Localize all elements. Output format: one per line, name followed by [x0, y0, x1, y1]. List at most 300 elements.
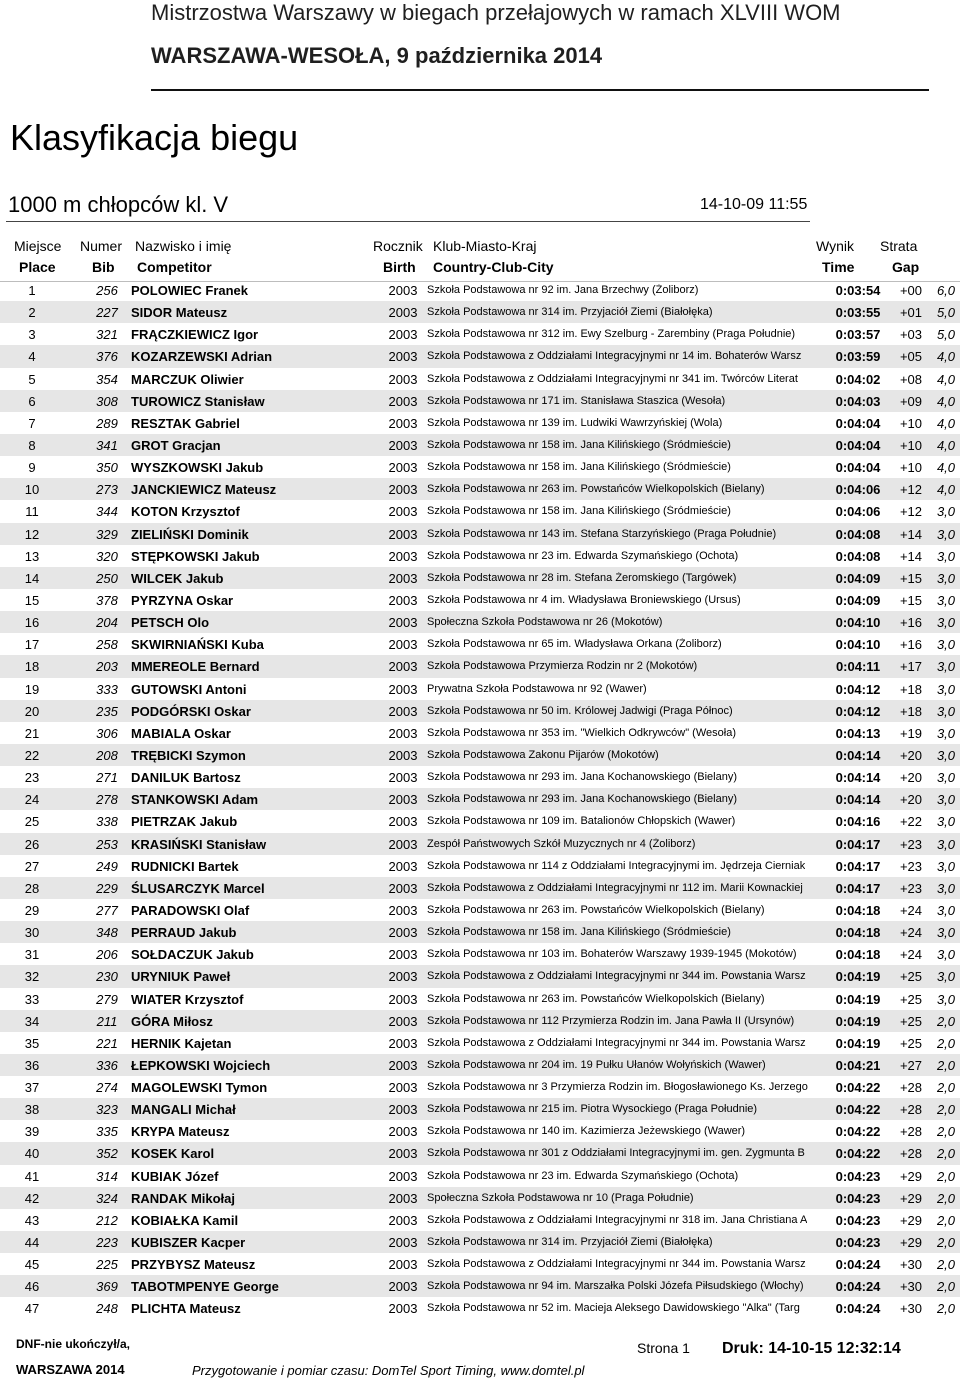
birth-year-cell: 2003	[388, 836, 418, 852]
competitor-name: KRASIŃSKI Stanisław	[131, 836, 267, 852]
result-time: 0:04:10	[835, 637, 881, 653]
gap-cell: +03	[899, 327, 923, 343]
birth-year-cell: 2003	[388, 592, 418, 608]
competitor-name: GÓRA Miłosz	[131, 1013, 213, 1029]
table-row	[0, 700, 960, 722]
club-cell: Szkoła Podstawowa nr 3 Przymierza Rodzin im. Błogosławionego Ks. Jerzego	[427, 1081, 808, 1094]
club-cell: Szkoła Podstawowa z Oddziałami Integracyjnymi nr 14 im. Bohaterów Warsz	[427, 350, 802, 363]
result-time: 0:04:17	[835, 880, 881, 896]
points-cell: 4,0	[936, 437, 956, 453]
col-gap-pl: Strata	[880, 238, 918, 254]
footer-dnf-note: DNF-nie ukończył/a,	[16, 1337, 131, 1351]
place-cell: 45	[24, 1257, 40, 1273]
result-time: 0:04:23	[835, 1168, 881, 1184]
gap-cell: +30	[899, 1257, 923, 1273]
table-row	[0, 1231, 960, 1253]
birth-year-cell: 2003	[388, 1257, 418, 1273]
points-cell: 2,0	[936, 1279, 956, 1295]
points-cell: 3,0	[936, 991, 956, 1007]
table-row	[0, 965, 960, 987]
competitor-name: ZIELIŃSKI Dominik	[131, 526, 249, 542]
gap-cell: +10	[899, 460, 923, 476]
place-cell: 1	[28, 283, 36, 298]
table-row	[0, 478, 960, 500]
place-cell: 11	[25, 504, 39, 520]
birth-year-cell: 2003	[388, 703, 418, 719]
place-cell: 38	[24, 1102, 40, 1118]
result-time: 0:04:12	[835, 703, 881, 719]
points-cell: 3,0	[936, 725, 956, 741]
club-cell: Szkoła Podstawowa nr 314 im. Przyjaciół Ziemi (Białołęka)	[427, 306, 713, 319]
bib-cell: 204	[96, 615, 118, 631]
bib-cell: 335	[96, 1124, 118, 1140]
gap-cell: +20	[899, 747, 923, 763]
table-row	[0, 1098, 960, 1120]
gap-cell: +10	[899, 437, 923, 453]
table-row	[0, 456, 960, 478]
table-row	[0, 368, 960, 390]
bib-cell: 258	[96, 637, 118, 653]
place-cell: 42	[24, 1190, 40, 1206]
birth-year-cell: 2003	[388, 1080, 418, 1096]
club-cell: Szkoła Podstawowa nr 23 im. Edwarda Szymańskiego (Ochota)	[427, 549, 739, 562]
place-cell: 44	[24, 1235, 40, 1251]
gap-cell: +24	[899, 925, 923, 941]
points-cell: 3,0	[936, 902, 956, 918]
competitor-name: URYNIUK Paweł	[131, 969, 231, 985]
gap-cell: +29	[899, 1190, 923, 1206]
gap-cell: +22	[899, 814, 923, 830]
birth-year-cell: 2003	[388, 1301, 418, 1317]
points-cell: 2,0	[936, 1190, 956, 1206]
competitor-name: WIATER Krzysztof	[131, 991, 244, 1007]
points-cell: 3,0	[936, 526, 956, 542]
bib-cell: 348	[96, 925, 118, 941]
table-row	[0, 1120, 960, 1142]
gap-cell: +14	[899, 548, 923, 564]
bib-cell: 369	[96, 1279, 118, 1295]
birth-year-cell: 2003	[388, 1035, 418, 1051]
gap-cell: +25	[899, 969, 923, 985]
table-row	[0, 722, 960, 744]
points-cell: 3,0	[936, 637, 956, 653]
bib-cell: 208	[96, 747, 118, 763]
club-cell: Szkoła Podstawowa z Oddziałami Integracyjnymi nr 344 im. Powstania Warsz	[427, 970, 806, 983]
place-cell: 12	[24, 526, 40, 542]
gap-cell: +19	[899, 725, 923, 741]
table-row	[0, 611, 960, 633]
points-cell: 5,0	[936, 327, 956, 343]
points-cell: 3,0	[936, 792, 956, 808]
place-cell: 23	[24, 770, 40, 786]
gap-cell: +10	[899, 415, 923, 431]
club-cell: Szkoła Podstawowa nr 204 im. 19 Pułku Ułanów Wołyńskich (Wawer)	[427, 1058, 766, 1071]
table-row	[0, 1010, 960, 1032]
competitor-name: HERNIK Kajetan	[131, 1035, 232, 1051]
gap-cell: +14	[899, 526, 923, 542]
gap-cell: +23	[899, 836, 923, 852]
col-place-en: Place	[19, 259, 56, 275]
competitor-name: PETSCH Olo	[131, 615, 210, 631]
place-cell: 13	[24, 548, 40, 564]
bib-cell: 203	[96, 659, 118, 675]
col-name-en: Competitor	[137, 259, 212, 275]
bib-cell: 314	[96, 1168, 118, 1184]
place-cell: 10	[24, 482, 40, 498]
place-cell: 9	[28, 460, 36, 476]
table-row	[0, 345, 960, 367]
bib-cell: 323	[96, 1102, 118, 1118]
competitor-name: DANILUK Bartosz	[131, 770, 241, 786]
club-cell: Szkoła Podstawowa z Oddziałami Integracyjnymi nr 318 im. Jana Christiana A	[427, 1213, 808, 1226]
place-cell: 31	[24, 947, 40, 963]
club-cell: Szkoła Podstawowa nr 158 im. Jana Kilińskiego (Śródmieście)	[427, 461, 731, 474]
table-row	[0, 1209, 960, 1231]
gap-cell: +25	[899, 1035, 923, 1051]
result-time: 0:04:03	[835, 393, 881, 409]
competitor-name: PARADOWSKI Olaf	[131, 902, 250, 918]
col-time-pl: Wynik	[816, 238, 854, 254]
table-row	[0, 899, 960, 921]
points-cell: 4,0	[936, 349, 956, 365]
table-row	[0, 921, 960, 943]
result-time: 0:04:02	[835, 371, 881, 387]
competitor-name: PERRAUD Jakub	[131, 925, 237, 941]
place-cell: 27	[24, 858, 40, 874]
club-cell: Szkoła Podstawowa z Oddziałami Integracyjnymi nr 344 im. Powstania Warsz	[427, 1036, 806, 1049]
bib-cell: 329	[96, 526, 118, 542]
club-cell: Szkoła Podstawowa nr 103 im. Bohaterów Warszawy 1939-1945 (Mokotów)	[427, 948, 797, 961]
birth-year-cell: 2003	[388, 283, 418, 298]
table-row	[0, 567, 960, 589]
competitor-name: RUDNICKI Bartek	[131, 858, 239, 874]
club-cell: Zespół Państwowych Szkół Muzycznych nr 4 (Żoliborz)	[427, 837, 696, 850]
points-cell: 2,0	[936, 1212, 956, 1228]
gap-cell: +16	[899, 637, 923, 653]
competitor-name: KUBISZER Kacper	[131, 1235, 246, 1251]
table-row	[0, 500, 960, 522]
result-time: 0:04:06	[835, 482, 881, 498]
birth-year-cell: 2003	[388, 747, 418, 763]
bib-cell: 253	[96, 836, 118, 852]
competitor-name: MAGOLEWSKI Tymon	[131, 1080, 268, 1096]
birth-year-cell: 2003	[388, 1013, 418, 1029]
gap-cell: +25	[899, 1013, 923, 1029]
competitor-name: FRĄCZKIEWICZ Igor	[131, 327, 259, 343]
club-cell: Szkoła Podstawowa nr 28 im. Stefana Żeromskiego (Targówek)	[427, 571, 737, 584]
place-cell: 39	[24, 1124, 40, 1140]
place-cell: 47	[24, 1301, 40, 1317]
competitor-name: TABOTMPENYE George	[131, 1279, 279, 1295]
table-row	[0, 1275, 960, 1297]
race-datetime: 14-10-09 11:55	[700, 196, 808, 213]
birth-year-cell: 2003	[388, 305, 418, 321]
birth-year-cell: 2003	[388, 1146, 418, 1162]
place-cell: 4	[28, 349, 36, 365]
result-time: 0:04:12	[835, 681, 881, 697]
gap-cell: +16	[899, 615, 923, 631]
col-name-pl: Nazwisko i imię	[135, 238, 232, 254]
competitor-name: KRYPA Mateusz	[131, 1124, 230, 1140]
competitor-name: SIDOR Mateusz	[131, 305, 228, 321]
club-cell: Szkoła Podstawowa nr 215 im. Piotra Wysockiego (Praga Południe)	[427, 1103, 758, 1116]
col-bib-en: Bib	[92, 259, 115, 275]
competitor-name: TRĘBICKI Szymon	[131, 747, 246, 763]
birth-year-cell: 2003	[388, 437, 418, 453]
bib-cell: 250	[96, 570, 118, 586]
footer-print-date: Druk: 14-10-15 12:32:14	[722, 1340, 901, 1357]
competitor-name: SOŁDACZUK Jakub	[131, 947, 254, 963]
points-cell: 2,0	[936, 1301, 956, 1317]
points-cell: 3,0	[936, 770, 956, 786]
club-cell: Szkoła Podstawowa nr 158 im. Jana Kilińskiego (Śródmieście)	[427, 505, 731, 518]
club-cell: Szkoła Podstawowa nr 112 Przymierza Rodzin im. Jana Pawła II (Ursynów)	[427, 1014, 795, 1027]
result-time: 0:04:08	[835, 526, 881, 542]
col-time-en: Time	[822, 259, 855, 275]
club-cell: Szkoła Podstawowa Przymierza Rodzin nr 2 (Mokotów)	[427, 660, 698, 673]
place-cell: 29	[24, 902, 40, 918]
club-cell: Szkoła Podstawowa nr 158 im. Jana Kilińskiego (Śródmieście)	[427, 926, 731, 939]
footer-page: Strona 1	[637, 1340, 690, 1356]
result-time: 0:04:04	[835, 437, 881, 453]
result-time: 0:04:24	[835, 1279, 881, 1295]
club-cell: Szkoła Podstawowa z Oddziałami Integracyjnymi nr 112 im. Marii Kownackiej	[427, 881, 803, 894]
result-time: 0:04:14	[835, 792, 881, 808]
table-row	[0, 877, 960, 899]
place-cell: 40	[24, 1146, 40, 1162]
competitor-name: PODGÓRSKI Oskar	[131, 703, 251, 719]
birth-year-cell: 2003	[388, 548, 418, 564]
place-cell: 43	[24, 1212, 40, 1228]
result-time: 0:04:19	[835, 1035, 881, 1051]
place-cell: 17	[24, 637, 40, 653]
competitor-name: RANDAK Mikołaj	[131, 1190, 236, 1206]
birth-year-cell: 2003	[388, 371, 418, 387]
club-cell: Szkoła Podstawowa nr 23 im. Edwarda Szymańskiego (Ochota)	[427, 1169, 739, 1182]
gap-cell: +05	[899, 349, 923, 365]
competitor-name: KOBIAŁKA Kamil	[131, 1212, 239, 1228]
header-divider	[151, 89, 929, 91]
birth-year-cell: 2003	[388, 327, 418, 343]
table-row	[0, 655, 960, 677]
birth-year-cell: 2003	[388, 770, 418, 786]
gap-cell: +28	[899, 1146, 923, 1162]
table-row	[0, 744, 960, 766]
club-cell: Szkoła Podstawowa nr 143 im. Stefana Starzyńskiego (Praga Południe)	[427, 527, 777, 540]
club-cell: Szkoła Podstawowa z Oddziałami Integracyjnymi nr 341 im. Twórców Literat	[427, 372, 798, 385]
result-time: 0:04:22	[835, 1146, 881, 1162]
birth-year-cell: 2003	[388, 858, 418, 874]
birth-year-cell: 2003	[388, 969, 418, 985]
result-time: 0:04:04	[835, 460, 881, 476]
table-row	[0, 943, 960, 965]
club-cell: Szkoła Podstawowa nr 92 im. Jana Brzechwy (Żoliborz)	[427, 284, 699, 296]
points-cell: 4,0	[936, 460, 956, 476]
race-divider	[6, 221, 810, 222]
bib-cell: 271	[96, 770, 118, 786]
birth-year-cell: 2003	[388, 1102, 418, 1118]
gap-cell: +28	[899, 1102, 923, 1118]
place-cell: 28	[24, 880, 40, 896]
result-time: 0:04:16	[835, 814, 881, 830]
table-row	[0, 412, 960, 434]
bib-cell: 206	[96, 947, 118, 963]
result-time: 0:04:06	[835, 504, 881, 520]
club-cell: Szkoła Podstawowa nr 293 im. Jana Kochanowskiego (Bielany)	[427, 793, 737, 806]
birth-year-cell: 2003	[388, 1279, 418, 1295]
club-cell: Szkoła Podstawowa nr 65 im. Władysława Orkana (Żoliborz)	[427, 638, 722, 651]
birth-year-cell: 2003	[388, 725, 418, 741]
club-cell: Szkoła Podstawowa nr 109 im. Batalionów Chłopskich (Wawer)	[427, 815, 736, 828]
club-cell: Szkoła Podstawowa nr 314 im. Przyjaciół Ziemi (Białołęka)	[427, 1236, 713, 1249]
bib-cell: 354	[96, 371, 118, 387]
table-row	[0, 1297, 960, 1319]
place-cell: 20	[24, 703, 40, 719]
gap-cell: +24	[899, 902, 923, 918]
points-cell: 3,0	[936, 703, 956, 719]
result-time: 0:04:22	[835, 1102, 881, 1118]
place-cell: 41	[24, 1168, 40, 1184]
table-row	[0, 523, 960, 545]
club-cell: Szkoła Podstawowa nr 139 im. Ludwiki Wawrzyńskiej (Wola)	[427, 416, 723, 429]
place-cell: 26	[24, 836, 40, 852]
birth-year-cell: 2003	[388, 1057, 418, 1073]
bib-cell: 278	[96, 792, 118, 808]
result-time: 0:04:18	[835, 925, 881, 941]
table-row	[0, 810, 960, 832]
points-cell: 4,0	[936, 393, 956, 409]
place-cell: 8	[28, 437, 36, 453]
gap-cell: +28	[899, 1124, 923, 1140]
table-row	[0, 279, 960, 301]
result-time: 0:03:54	[835, 283, 881, 298]
birth-year-cell: 2003	[388, 482, 418, 498]
points-cell: 3,0	[936, 659, 956, 675]
competitor-name: TUROWICZ Stanisław	[131, 393, 265, 409]
club-cell: Szkoła Podstawowa nr 158 im. Jana Kilińskiego (Śródmieście)	[427, 438, 731, 451]
points-cell: 2,0	[936, 1035, 956, 1051]
club-cell: Szkoła Podstawowa nr 263 im. Powstańców Wielkopolskich (Bielany)	[427, 992, 765, 1005]
competitor-name: KUBIAK Józef	[131, 1168, 219, 1184]
table-row	[0, 1076, 960, 1098]
table-row	[0, 434, 960, 456]
gap-cell: +29	[899, 1168, 923, 1184]
place-cell: 25	[24, 814, 40, 830]
bib-cell: 336	[96, 1057, 118, 1073]
bib-cell: 376	[96, 349, 118, 365]
place-cell: 33	[24, 991, 40, 1007]
classification-title: Klasyfikacja biegu	[10, 117, 299, 158]
result-time: 0:04:09	[835, 570, 881, 586]
place-cell: 22	[24, 747, 40, 763]
bib-cell: 320	[96, 548, 118, 564]
result-time: 0:04:10	[835, 615, 881, 631]
bib-cell: 277	[96, 902, 118, 918]
col-place-pl: Miejsce	[14, 238, 62, 254]
bib-cell: 352	[96, 1146, 118, 1162]
place-cell: 37	[24, 1080, 40, 1096]
points-cell: 3,0	[936, 747, 956, 763]
place-cell: 32	[24, 969, 40, 985]
points-cell: 6,0	[936, 283, 956, 298]
club-cell: Prywatna Szkoła Podstawowa nr 92 (Wawer)	[427, 682, 647, 695]
bib-cell: 378	[96, 592, 118, 608]
points-cell: 2,0	[936, 1168, 956, 1184]
footer-org: WARSZAWA 2014	[16, 1362, 125, 1377]
club-cell: Szkoła Podstawowa nr 50 im. Królowej Jadwigi (Praga Północ)	[427, 704, 733, 717]
birth-year-cell: 2003	[388, 1168, 418, 1184]
points-cell: 3,0	[936, 504, 956, 520]
result-time: 0:04:08	[835, 548, 881, 564]
bib-cell: 221	[96, 1035, 118, 1051]
points-cell: 3,0	[936, 880, 956, 896]
birth-year-cell: 2003	[388, 792, 418, 808]
points-cell: 4,0	[936, 482, 956, 498]
points-cell: 3,0	[936, 947, 956, 963]
bib-cell: 235	[96, 703, 118, 719]
points-cell: 2,0	[936, 1235, 956, 1251]
competitor-name: POLOWIEC Franek	[131, 283, 249, 298]
competitor-name: WYSZKOWSKI Jakub	[131, 460, 264, 476]
table-row	[0, 1142, 960, 1164]
bib-cell: 308	[96, 393, 118, 409]
bib-cell: 350	[96, 460, 118, 476]
club-cell: Szkoła Podstawowa nr 4 im. Władysława Broniewskiego (Ursus)	[427, 593, 741, 606]
gap-cell: +17	[899, 659, 923, 675]
result-time: 0:04:18	[835, 902, 881, 918]
table-row	[0, 1054, 960, 1076]
table-row	[0, 589, 960, 611]
race-name: 1000 m chłopców kl. V	[8, 192, 229, 217]
points-cell: 3,0	[936, 858, 956, 874]
gap-cell: +23	[899, 858, 923, 874]
place-cell: 14	[24, 570, 40, 586]
points-cell: 3,0	[936, 592, 956, 608]
result-time: 0:04:19	[835, 969, 881, 985]
table-row	[0, 788, 960, 810]
gap-cell: +18	[899, 703, 923, 719]
club-cell: Społeczna Szkoła Podstawowa nr 26 (Mokotów)	[427, 616, 663, 629]
result-time: 0:04:22	[835, 1124, 881, 1140]
place-cell: 30	[24, 925, 40, 941]
competitor-name: ŁEPKOWSKI Wojciech	[131, 1057, 271, 1073]
place-cell: 15	[24, 592, 40, 608]
place-cell: 3	[28, 327, 36, 343]
gap-cell: +12	[899, 504, 923, 520]
bib-cell: 338	[96, 814, 118, 830]
result-time: 0:04:24	[835, 1257, 881, 1273]
place-cell: 36	[24, 1057, 40, 1073]
points-cell: 3,0	[936, 969, 956, 985]
col-gap-en: Gap	[892, 259, 920, 275]
gap-cell: +30	[899, 1279, 923, 1295]
birth-year-cell: 2003	[388, 637, 418, 653]
gap-cell: +15	[899, 592, 923, 608]
gap-cell: +00	[899, 283, 923, 298]
table-row	[0, 1187, 960, 1209]
gap-cell: +25	[899, 991, 923, 1007]
result-time: 0:03:59	[835, 349, 881, 365]
points-cell: 3,0	[936, 814, 956, 830]
table-row	[0, 545, 960, 567]
birth-year-cell: 2003	[388, 902, 418, 918]
competitor-name: PYRZYNA Oskar	[131, 592, 234, 608]
result-time: 0:04:19	[835, 991, 881, 1007]
result-time: 0:03:57	[835, 327, 881, 343]
col-bib-pl: Numer	[80, 238, 123, 254]
table-row	[0, 855, 960, 877]
gap-cell: +18	[899, 681, 923, 697]
